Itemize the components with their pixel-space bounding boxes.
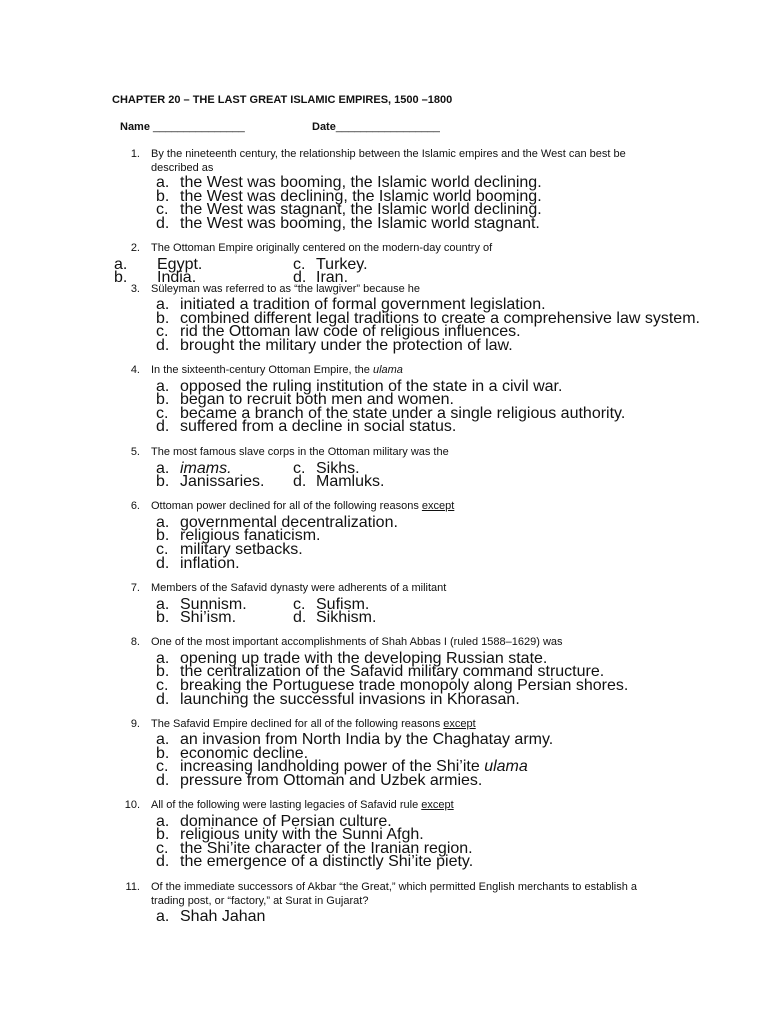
option-c <box>0 677 768 694</box>
option-text: the West was booming, the Islamic world stagnant. <box>180 215 540 232</box>
option-text: Shah Jahan <box>180 908 266 925</box>
question-stem <box>151 799 671 813</box>
stem-except: except <box>421 799 454 811</box>
option-letter: c. <box>293 460 306 477</box>
option-a <box>0 174 768 191</box>
option-text: the West was declining, the Islamic world booming. <box>180 188 542 205</box>
option-c <box>0 405 768 422</box>
option-text: suffered from a decline in social status. <box>180 418 457 435</box>
option-letter: a. <box>156 514 170 531</box>
question-number: 7. <box>130 582 140 594</box>
question-stem <box>151 364 671 378</box>
option-letter: b. <box>156 663 170 680</box>
option-text: opposed the ruling institution of the state in a civil war. <box>180 378 563 395</box>
option-d <box>0 215 768 232</box>
question-number: 6. <box>130 500 140 512</box>
option-text: religious fanaticism. <box>180 527 321 544</box>
option-a <box>0 731 768 748</box>
option-row-bd <box>0 609 768 626</box>
option-d <box>0 555 768 572</box>
option-text: Sufism. <box>316 596 370 613</box>
option-letter: b. <box>156 609 170 626</box>
option-letter: a. <box>114 256 128 273</box>
option-text: became a branch of the state under a single religious authority. <box>180 405 626 422</box>
question-number: 5. <box>130 446 140 458</box>
question-number: 9. <box>130 718 140 730</box>
option-text: Sikhism. <box>316 609 377 626</box>
option-d <box>0 853 768 870</box>
option-letter: b. <box>156 473 170 490</box>
option-b <box>0 826 768 843</box>
option-text: the centralization of the Safavid military command structure. <box>180 663 605 680</box>
option-letter: a. <box>156 731 170 748</box>
option-letter: c. <box>156 677 169 694</box>
question-stem <box>151 718 671 732</box>
option-text: Shi’ism. <box>180 609 237 626</box>
question-stem <box>151 500 671 514</box>
option-text: Janissaries. <box>180 473 265 490</box>
option-letter: c. <box>156 840 169 857</box>
option-d <box>0 418 768 435</box>
option-text: the West was booming, the Islamic world declining. <box>180 174 542 191</box>
option-text: combined different legal traditions to create a comprehensive law system. <box>180 310 700 327</box>
question-stem: One of the most important accomplishments of Shah Abbas I (ruled 1588–1629) was <box>151 636 563 648</box>
option-text: Mamluks. <box>316 473 385 490</box>
option-text: Egypt. <box>157 256 203 273</box>
option-letter: a. <box>156 813 170 830</box>
option-letter: a. <box>156 596 170 613</box>
question-stem: Members of the Safavid dynasty were adherents of a militant <box>151 582 447 594</box>
option-letter: b. <box>156 527 170 544</box>
question-stem: The most famous slave corps in the Ottoman military was the <box>151 446 449 458</box>
question-number: 4. <box>130 364 140 376</box>
option-text: opening up trade with the developing Russian state. <box>180 650 548 667</box>
stem-italic-term: ulama <box>372 364 403 376</box>
option-letter: d. <box>156 555 170 572</box>
option-text: the Shi’ite character of the Iranian region. <box>180 840 473 857</box>
option-letter: c. <box>156 323 169 340</box>
question-stem: Süleyman was referred to as “the lawgiver” because he <box>151 283 421 295</box>
question-number: 1. <box>130 148 140 160</box>
option-c <box>0 541 768 558</box>
question-number: 10. <box>124 799 140 811</box>
stem-except: except <box>443 718 476 730</box>
option-italic-term: ulama <box>484 758 528 775</box>
option-b <box>0 745 768 762</box>
option-d <box>0 772 768 789</box>
stem-except: except <box>421 500 455 512</box>
option-text: breaking the Portuguese trade monopoly along Persian shores. <box>180 677 629 694</box>
option-letter: c. <box>293 256 306 273</box>
option-c <box>0 201 768 218</box>
option-text: Iran. <box>316 269 349 286</box>
option-text: Sunnism. <box>180 596 247 613</box>
stem-text: All of the following were lasting legacies of Safavid rule <box>151 799 419 811</box>
option-row-bd <box>0 269 768 286</box>
stem-text: The Safavid Empire declined for all of the following reasons <box>151 718 441 730</box>
option-row-ac <box>0 256 768 273</box>
option-text: launching the successful invasions in Khorasan. <box>180 691 520 708</box>
option-c <box>0 323 768 340</box>
option-letter: d. <box>293 269 307 286</box>
stem-text: Ottoman power declined for all of the following reasons <box>151 500 419 512</box>
option-text: religious unity with the Sunni Afgh. <box>180 826 424 843</box>
option-letter: d. <box>156 418 170 435</box>
name-field <box>120 121 245 133</box>
name-label: Name <box>120 121 150 133</box>
option-text: an invasion from North India by the Chaghatay army. <box>180 731 554 748</box>
option-letter: a. <box>156 174 170 191</box>
option-letter: a. <box>156 650 170 667</box>
option-text: the emergence of a distinctly Shi’ite piety. <box>180 853 474 870</box>
question-number: 11. <box>125 881 140 893</box>
name-blank: _______________ <box>153 121 245 133</box>
option-letter: b. <box>156 310 170 327</box>
option-letter: a. <box>156 378 170 395</box>
option-letter: a. <box>156 460 170 477</box>
option-letter: d. <box>293 609 307 626</box>
question-number: 8. <box>130 636 140 648</box>
option-c <box>0 840 768 857</box>
question-stem: Of the immediate successors of Akbar “the Great,” which permitted English merchants to establish a trading post, or “factory,” at Surat in Gujarat? <box>151 881 638 907</box>
option-text: India. <box>157 269 197 286</box>
option-letter: d. <box>156 337 170 354</box>
option-text: imams. <box>180 460 232 477</box>
option-letter: d. <box>156 772 170 789</box>
option-text: economic decline. <box>180 745 309 762</box>
question-stem: The Ottoman Empire originally centered on the modern-day country of <box>151 242 493 254</box>
option-text-main: increasing landholding power of the Shi’ite <box>180 758 480 775</box>
option-letter: d. <box>293 473 307 490</box>
option-a <box>0 813 768 830</box>
option-letter: b. <box>156 188 170 205</box>
option-letter: c. <box>156 758 169 775</box>
question-stem: By the nineteenth century, the relationship between the Islamic empires and the West can best be described as <box>151 148 626 174</box>
option-a <box>0 908 768 925</box>
option-text: Sikhs. <box>316 460 360 477</box>
date-blank: _________________ <box>335 121 440 133</box>
option-text: governmental decentralization. <box>180 514 398 531</box>
option-b <box>0 188 768 205</box>
option-a <box>0 378 768 395</box>
option-text: pressure from Ottoman and Uzbek armies. <box>180 772 483 789</box>
option-row-ac <box>0 596 768 613</box>
option-b <box>0 663 768 680</box>
question-number: 3. <box>130 283 140 295</box>
option-letter: a. <box>156 908 170 925</box>
option-a <box>0 514 768 531</box>
option-text: initiated a tradition of formal government legislation. <box>180 296 546 313</box>
option-text: brought the military under the protection of law. <box>180 337 513 354</box>
option-text: began to recruit both men and women. <box>180 391 454 408</box>
option-letter: d. <box>156 215 170 232</box>
option-a <box>0 650 768 667</box>
date-field <box>312 121 440 133</box>
option-letter: c. <box>156 541 169 558</box>
option-letter: c. <box>156 201 169 218</box>
option-letter: d. <box>156 691 170 708</box>
option-letter: b. <box>156 745 170 762</box>
option-text: military setbacks. <box>180 541 303 558</box>
option-letter: c. <box>293 596 306 613</box>
option-text: inflation. <box>180 555 240 572</box>
option-letter: d. <box>156 853 170 870</box>
option-text: rid the Ottoman law code of religious influences. <box>180 323 521 340</box>
option-letter: a. <box>156 296 170 313</box>
option-d <box>0 691 768 708</box>
option-d <box>0 337 768 354</box>
option-letter: c. <box>156 405 169 422</box>
option-text: dominance of Persian culture. <box>180 813 392 830</box>
option-text: Turkey. <box>316 256 368 273</box>
date-label: Date <box>312 121 336 133</box>
option-letter: b. <box>114 269 128 286</box>
option-b <box>0 391 768 408</box>
stem-text: In the sixteenth-century Ottoman Empire, the <box>151 364 370 376</box>
option-b <box>0 527 768 544</box>
option-b <box>0 310 768 327</box>
option-letter: b. <box>156 391 170 408</box>
option-c <box>0 758 768 775</box>
option-a <box>0 296 768 313</box>
page-title: CHAPTER 20 – THE LAST GREAT ISLAMIC EMPIRES, 1500 –1800 <box>112 94 453 106</box>
option-text: the West was stagnant, the Islamic world declining. <box>180 201 542 218</box>
option-row-ac <box>0 460 768 477</box>
question-number: 2. <box>130 242 140 254</box>
option-letter: b. <box>156 826 170 843</box>
option-row-bd <box>0 473 768 490</box>
